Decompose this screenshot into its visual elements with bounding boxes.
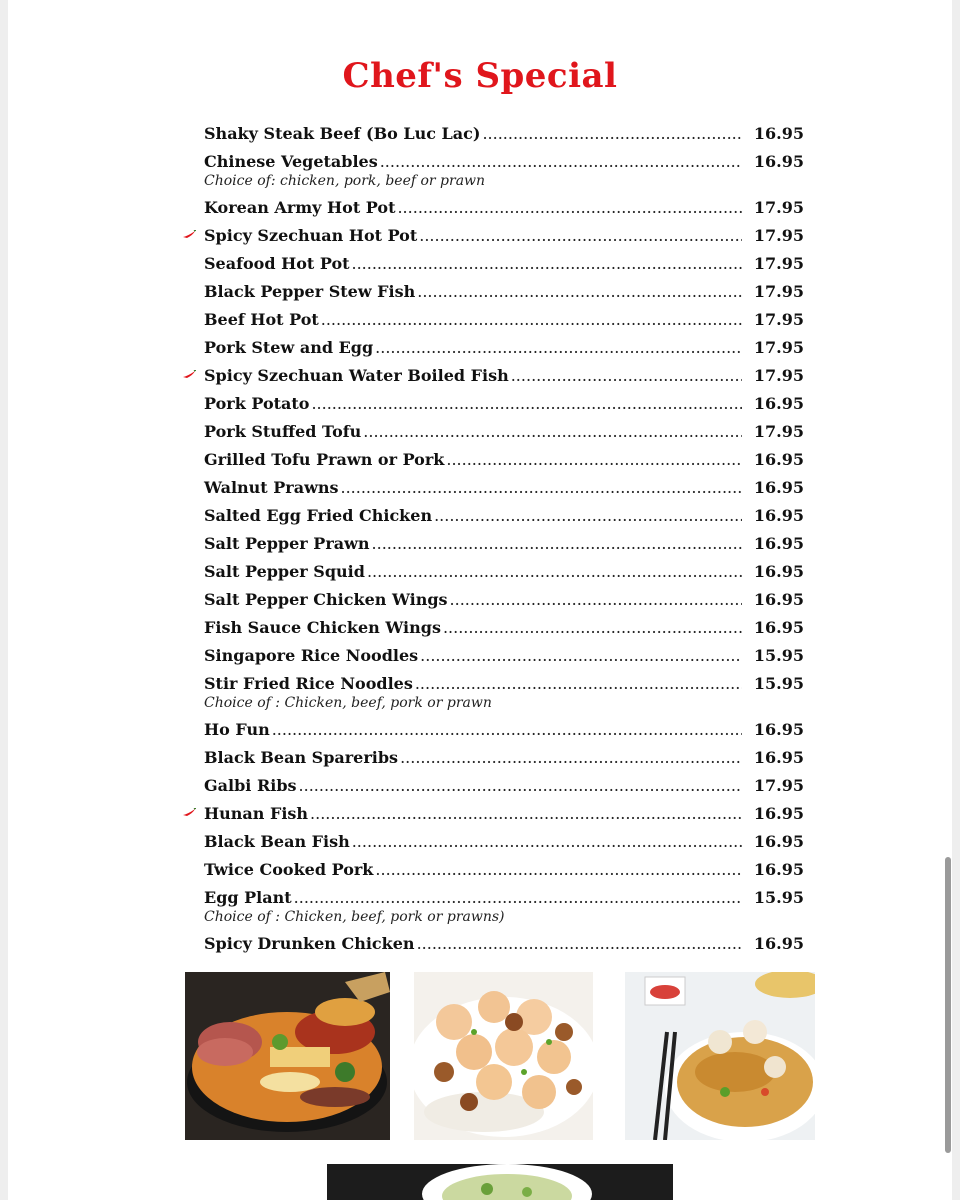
dot-leader bbox=[443, 619, 742, 637]
menu-item-row bbox=[204, 805, 804, 823]
menu-item-row bbox=[204, 199, 804, 217]
dot-leader bbox=[311, 395, 742, 413]
menu-item-row bbox=[204, 479, 804, 497]
menu-item-price: 17.95 bbox=[753, 366, 804, 385]
menu-item-price: 17.95 bbox=[753, 338, 804, 357]
menu-item-row bbox=[204, 311, 804, 329]
dot-leader bbox=[380, 153, 742, 171]
menu-item-price: 16.95 bbox=[753, 860, 804, 879]
menu-item-row bbox=[204, 451, 804, 469]
menu-item-price: 16.95 bbox=[753, 152, 804, 171]
soup-photo bbox=[327, 1164, 673, 1200]
menu-item-row bbox=[204, 861, 804, 879]
menu-item-price: 17.95 bbox=[753, 198, 804, 217]
menu-item-price: 16.95 bbox=[753, 394, 804, 413]
menu-item-name: Black Bean Fish bbox=[204, 832, 350, 851]
page-title: Chef's Special bbox=[342, 56, 618, 96]
dot-leader bbox=[272, 721, 742, 739]
hot-pot-photo bbox=[185, 972, 390, 1140]
menu-item bbox=[204, 367, 804, 385]
menu-item-price: 17.95 bbox=[753, 226, 804, 245]
menu-item bbox=[204, 805, 804, 823]
menu-item-row bbox=[204, 591, 804, 609]
menu-item-price: 16.95 bbox=[753, 934, 804, 953]
menu-item-price: 16.95 bbox=[753, 804, 804, 823]
menu-item-row bbox=[204, 889, 804, 907]
menu-item bbox=[204, 227, 804, 245]
menu-item-name: Spicy Drunken Chicken bbox=[204, 934, 415, 953]
menu-item-price: 16.95 bbox=[753, 450, 804, 469]
menu-page bbox=[8, 0, 952, 1200]
menu-item-row bbox=[204, 125, 804, 143]
menu-item bbox=[204, 721, 804, 739]
menu-item-name: Beef Hot Pot bbox=[204, 310, 319, 329]
menu-item bbox=[204, 395, 804, 413]
menu-item bbox=[204, 479, 804, 497]
menu-item-row bbox=[204, 675, 804, 693]
menu-item bbox=[204, 535, 804, 553]
menu-item-price: 16.95 bbox=[753, 124, 804, 143]
menu-item-price: 16.95 bbox=[753, 748, 804, 767]
dot-leader bbox=[299, 777, 742, 795]
dot-leader bbox=[341, 479, 743, 497]
dot-leader bbox=[367, 563, 742, 581]
dot-leader bbox=[397, 199, 742, 217]
menu-item-name: Egg Plant bbox=[204, 888, 292, 907]
walnut-prawns-photo bbox=[414, 972, 593, 1140]
menu-item-price: 15.95 bbox=[753, 646, 804, 665]
chili-pepper-icon bbox=[182, 808, 196, 816]
menu-item-name: Pork Potato bbox=[204, 394, 310, 413]
menu-item-row bbox=[204, 255, 804, 273]
menu-item-name: Spicy Szechuan Water Boiled Fish bbox=[204, 366, 509, 385]
noodles-photo bbox=[625, 972, 815, 1140]
dot-leader bbox=[511, 367, 742, 385]
dot-leader bbox=[375, 861, 742, 879]
menu-item-name: Stir Fried Rice Noodles bbox=[204, 674, 413, 693]
dot-leader bbox=[419, 227, 742, 245]
menu-item-price: 17.95 bbox=[753, 422, 804, 441]
menu-item-price: 16.95 bbox=[753, 506, 804, 525]
menu-item-name: Salt Pepper Chicken Wings bbox=[204, 590, 448, 609]
menu-item bbox=[204, 833, 804, 851]
menu-item bbox=[204, 507, 804, 525]
menu-item-row bbox=[204, 619, 804, 637]
menu-item-name: Galbi Ribs bbox=[204, 776, 297, 795]
menu-item bbox=[204, 591, 804, 609]
menu-item-name: Hunan Fish bbox=[204, 804, 309, 823]
menu-item-price: 17.95 bbox=[753, 254, 804, 273]
dot-leader bbox=[446, 451, 742, 469]
menu-item bbox=[204, 675, 804, 711]
menu-item-price: 16.95 bbox=[753, 590, 804, 609]
menu-item-name: Grilled Tofu Prawn or Pork bbox=[204, 450, 445, 469]
dot-leader bbox=[450, 591, 742, 609]
menu-item bbox=[204, 889, 804, 925]
menu-item-row bbox=[204, 833, 804, 851]
menu-item-row bbox=[204, 749, 804, 767]
menu-item-name: Twice Cooked Pork bbox=[204, 860, 374, 879]
dot-leader bbox=[417, 283, 742, 301]
menu-item bbox=[204, 423, 804, 441]
menu-item-price: 15.95 bbox=[753, 888, 804, 907]
menu-item-price: 16.95 bbox=[753, 832, 804, 851]
menu-item bbox=[204, 125, 804, 143]
menu-item-note: Choice of: chicken, pork, beef or prawn bbox=[204, 173, 486, 189]
menu-item-name: Korean Army Hot Pot bbox=[204, 198, 396, 217]
menu-item-price: 17.95 bbox=[753, 776, 804, 795]
menu-item-row bbox=[204, 647, 804, 665]
dot-leader bbox=[372, 535, 742, 553]
chili-pepper-icon bbox=[182, 230, 196, 238]
menu-item-price: 17.95 bbox=[753, 310, 804, 329]
menu-item-price: 16.95 bbox=[753, 478, 804, 497]
menu-item bbox=[204, 647, 804, 665]
menu-item-name: Fish Sauce Chicken Wings bbox=[204, 618, 441, 637]
menu-item-name: Pork Stuffed Tofu bbox=[204, 422, 362, 441]
menu-item bbox=[204, 199, 804, 217]
dot-leader bbox=[352, 255, 743, 273]
menu-list bbox=[204, 125, 804, 953]
menu-item-note: Choice of : Chicken, beef, pork or prawn bbox=[204, 695, 492, 711]
menu-item-row bbox=[204, 153, 804, 171]
dot-leader bbox=[415, 675, 742, 693]
menu-item-row bbox=[204, 395, 804, 413]
menu-item-name: Salt Pepper Squid bbox=[204, 562, 365, 581]
menu-item bbox=[204, 339, 804, 357]
dot-leader bbox=[434, 507, 742, 525]
menu-item-row bbox=[204, 721, 804, 739]
menu-item-name: Spicy Szechuan Hot Pot bbox=[204, 226, 418, 245]
menu-item-name: Seafood Hot Pot bbox=[204, 254, 350, 273]
menu-item bbox=[204, 619, 804, 637]
menu-item bbox=[204, 749, 804, 767]
menu-item-price: 16.95 bbox=[753, 562, 804, 581]
menu-item-name: Black Bean Spareribs bbox=[204, 748, 399, 767]
menu-item-row bbox=[204, 535, 804, 553]
menu-item-price: 16.95 bbox=[753, 534, 804, 553]
menu-item-row bbox=[204, 777, 804, 795]
dot-leader bbox=[352, 833, 742, 851]
menu-item-name: Singapore Rice Noodles bbox=[204, 646, 419, 665]
dot-leader bbox=[400, 749, 742, 767]
menu-item-name: Ho Fun bbox=[204, 720, 270, 739]
dot-leader bbox=[375, 339, 742, 357]
menu-item bbox=[204, 563, 804, 581]
menu-item bbox=[204, 935, 804, 953]
menu-item bbox=[204, 777, 804, 795]
menu-item-name: Black Pepper Stew Fish bbox=[204, 282, 416, 301]
menu-item-row bbox=[204, 339, 804, 357]
menu-item-row bbox=[204, 507, 804, 525]
dot-leader bbox=[310, 805, 742, 823]
menu-item bbox=[204, 311, 804, 329]
menu-item-name: Salt Pepper Prawn bbox=[204, 534, 370, 553]
menu-item-name: Pork Stew and Egg bbox=[204, 338, 374, 357]
dot-leader bbox=[482, 125, 742, 143]
menu-item-note: Choice of : Chicken, beef, pork or prawns) bbox=[204, 909, 505, 925]
menu-item bbox=[204, 153, 804, 189]
menu-item-price: 16.95 bbox=[753, 618, 804, 637]
menu-item-row bbox=[204, 423, 804, 441]
menu-item-row bbox=[204, 283, 804, 301]
dot-leader bbox=[363, 423, 742, 441]
menu-item-name: Walnut Prawns bbox=[204, 478, 339, 497]
menu-item bbox=[204, 255, 804, 273]
menu-item bbox=[204, 283, 804, 301]
dot-leader bbox=[321, 311, 742, 329]
scrollbar[interactable] bbox=[945, 857, 951, 1153]
dot-leader bbox=[294, 889, 742, 907]
menu-item-name: Salted Egg Fried Chicken bbox=[204, 506, 433, 525]
menu-item-name: Chinese Vegetables bbox=[204, 152, 378, 171]
chili-pepper-icon bbox=[182, 370, 196, 378]
menu-item-row bbox=[204, 227, 804, 245]
menu-item-price: 16.95 bbox=[753, 720, 804, 739]
menu-item-price: 15.95 bbox=[753, 674, 804, 693]
menu-item-price: 17.95 bbox=[753, 282, 804, 301]
menu-item-row bbox=[204, 563, 804, 581]
menu-item-row bbox=[204, 367, 804, 385]
menu-item-row bbox=[204, 935, 804, 953]
menu-item-name: Shaky Steak Beef (Bo Luc Lac) bbox=[204, 124, 481, 143]
dot-leader bbox=[417, 935, 742, 953]
menu-item bbox=[204, 861, 804, 879]
dot-leader bbox=[420, 647, 742, 665]
menu-item bbox=[204, 451, 804, 469]
